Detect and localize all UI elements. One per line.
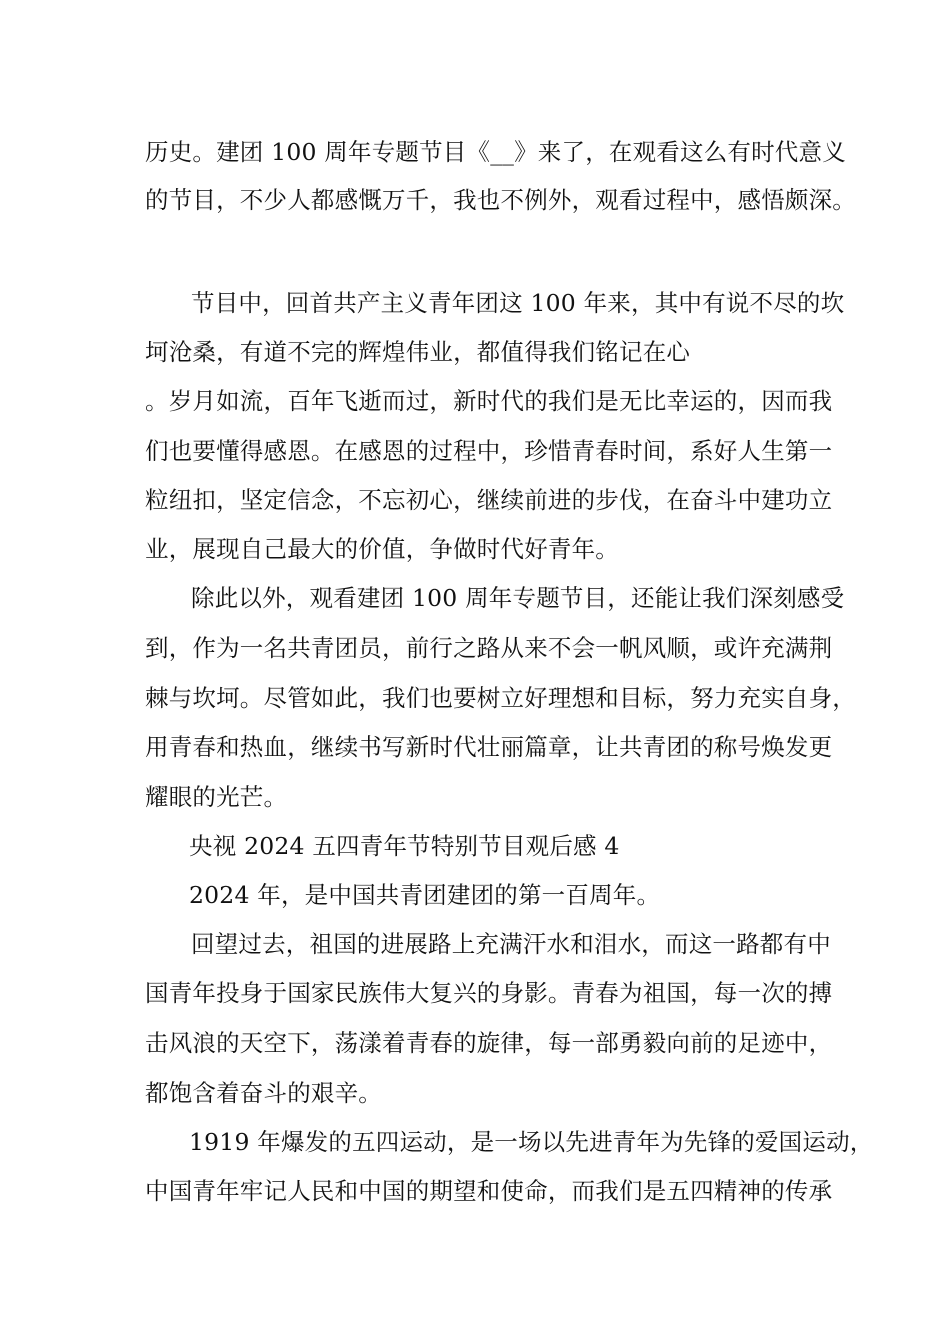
text-line: 回望过去，祖国的进展路上充满汗水和泪水，而这一路都有中 bbox=[191, 930, 831, 958]
text-line: 业，展现自己最大的价值，争做时代好青年。 bbox=[145, 535, 619, 563]
text-line: 们也要懂得感恩。在感恩的过程中，珍惜青春时间，系好人生第一 bbox=[145, 437, 833, 465]
text-line: 中国青年牢记人民和中国的期望和使命，而我们是五四精神的传承 bbox=[145, 1177, 833, 1205]
text-line: 粒纽扣，坚定信念，不忘初心，继续前进的步伐，在奋斗中建功立 bbox=[145, 486, 833, 514]
section-heading: 央视 2024 五四青年节特别节目观后感 4 bbox=[189, 832, 620, 860]
text-line: 击风浪的天空下，荡漾着青春的旋律，每一部勇毅向前的足迹中， bbox=[145, 1029, 833, 1057]
text-line: 都饱含着奋斗的艰辛。 bbox=[145, 1079, 382, 1107]
text-line: 到，作为一名共青团员，前行之路从来不会一帆风顺，或许充满荆 bbox=[145, 634, 833, 662]
text-line: 国青年投身于国家民族伟大复兴的身影。青春为祖国，每一次的搏 bbox=[145, 979, 833, 1007]
text-line: 坷沧桑，有道不完的辉煌伟业，都值得我们铭记在心 bbox=[145, 338, 691, 366]
text-line: 1919 年爆发的五四运动，是一场以先进青年为先锋的爱国运动， bbox=[189, 1128, 874, 1156]
text-line: 。岁月如流，百年飞逝而过，新时代的我们是无比幸运的，因而我 bbox=[145, 387, 833, 415]
text-line: 耀眼的光芒。 bbox=[145, 783, 288, 811]
text-line: 用青春和热血，继续书写新时代壮丽篇章，让共青团的称号焕发更 bbox=[145, 733, 833, 761]
text-line: 2024 年，是中国共青团建团的第一百周年。 bbox=[189, 881, 661, 909]
text-line: 除此以外，观看建团 100 周年专题节目，还能让我们深刻感受 bbox=[191, 584, 845, 612]
text-line: 棘与坎坷。尽管如此，我们也要树立好理想和目标，努力充实自身， bbox=[145, 684, 856, 712]
text-line: 的节目，不少人都感慨万千，我也不例外，观看过程中，感悟颇深。 bbox=[145, 186, 856, 214]
text-line: 节目中，回首共产主义青年团这 100 年来，其中有说不尽的坎 bbox=[191, 289, 845, 317]
text-line: 历史。建团 100 周年专题节目《__》来了，在观看这么有时代意义 bbox=[145, 138, 846, 166]
